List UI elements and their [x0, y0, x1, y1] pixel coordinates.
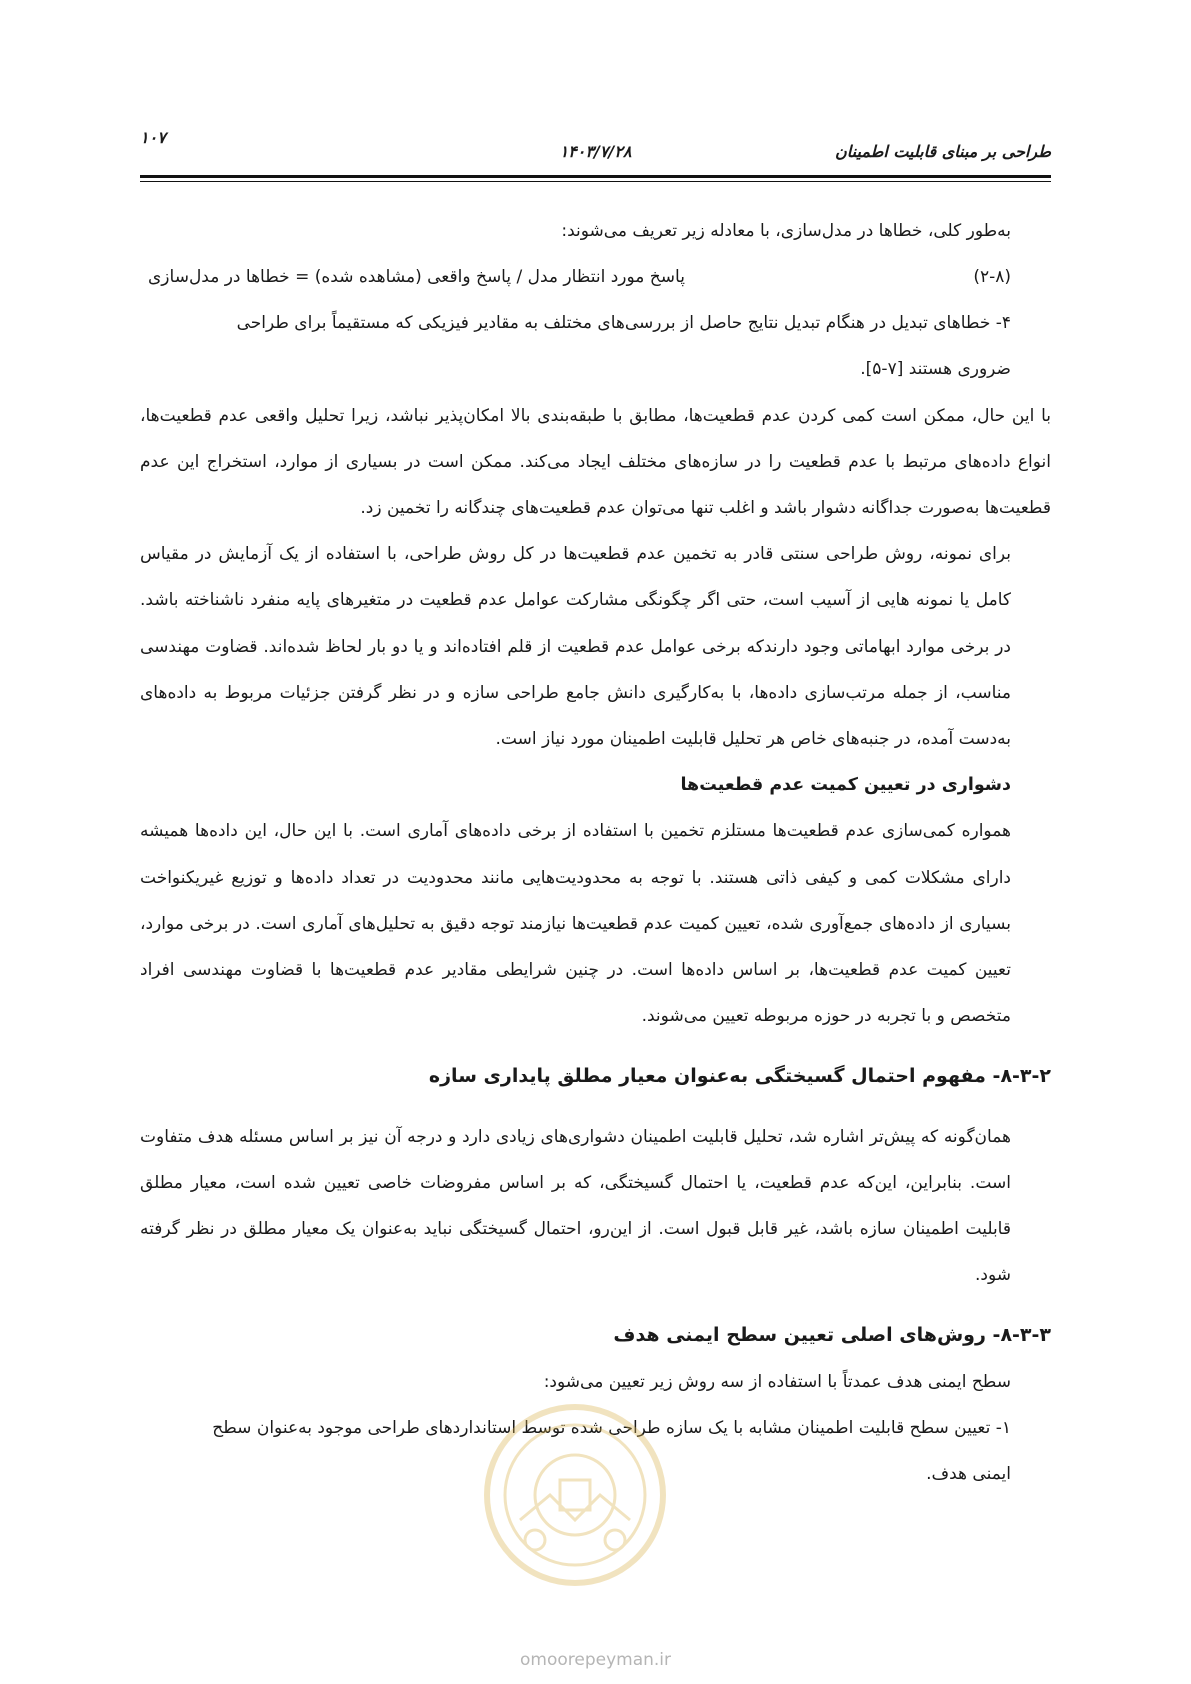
paragraph-1: با این حال، ممکن است کمی کردن عدم قطعیت‌ها، مطابق با طبقه‌بندی بالا امکان‌پذیر نباشد، زیرا تحلیل واقعی عدم قطعیت‌ها، انواع داده‌های مرتبط با عدم قطعیت را در سازه‌های مختلف ایجاد می‌کند. ممکن است در بسیاری از موارد، استخراج این عدم قطعیت‌ها به‌صورت جداگانه دشوار باشد و اغلب تنها می‌توان عدم قطعیت‌های چندگانه را تخمین زد.: [140, 405, 1051, 519]
list-item-4-line2: ضروری هستند [۷-۵].: [860, 359, 1011, 380]
watermark-seal-icon: [480, 1400, 670, 1590]
section-heading-8-3-3: ۸-۳-۳- روش‌های اصلی تعیین سطح ایمنی هدف: [613, 1324, 1051, 1347]
list-item-1-line2: ایمنی هدف.: [926, 1464, 1011, 1485]
page-number: ۱۰۷: [140, 128, 166, 147]
paragraph-5: سطح ایمنی هدف عمدتاً با استفاده از سه روش زیر تعیین می‌شود:: [543, 1371, 1011, 1392]
list-item-1-line1: ۱- تعیین سطح قابلیت اطمینان مشابه با یک سازه طراحی شده توسط استانداردهای طراحی موجود به‌عنوان سطح: [212, 1417, 1011, 1438]
equation-number: (۲-۸): [973, 267, 1011, 288]
header-rule-thin: [140, 181, 1051, 182]
header-rule: [140, 175, 1051, 178]
equation-row: [140, 254, 1051, 300]
intro-line: به‌طور کلی، خطاها در مدل‌سازی، با معادله زیر تعریف می‌شوند:: [561, 221, 1011, 241]
paragraph-2: برای نمونه، روش طراحی سنتی قادر به تخمین عدم قطعیت‌ها در کل روش طراحی، با استفاده از یک آزمایش در مقیاس کامل یا نمونه هایی از آسیب است، حتی اگر چگونگی مشارکت عوامل عدم قطعیت در متغیرهای پایه منفرد ناشناخته باشد. در برخی موارد ابهاماتی وجود دارندکه برخی عوامل عدم قطعیت از قلم افتاده‌اند و یا دو بار لحاظ شده‌اند. قضاوت مهندسی مناسب، از جمله مرتب‌سازی داده‌ها، با به‌کارگیری دانش جامع طراحی سازه و در نظر گرفتن جزئیات مربوط به داده‌های به‌دست آمده، در جنبه‌های خاص هر تحلیل قابلیت اطمینان مورد نیاز است.: [140, 544, 1011, 750]
watermark-site: omoorepeyman.ir: [519, 1650, 672, 1670]
paragraph-3: همواره کمی‌سازی عدم قطعیت‌ها مستلزم تخمین با استفاده از برخی داده‌های آماری است. با این حال، این داده‌ها همیشه دارای مشکلات کمی و کیفی ذاتی هستند. با توجه به محدودیت‌هایی مانند محدودیت در تعداد داده‌ها و توزیع غیریکنواخت بسیاری از داده‌های جمع‌آوری شده، تعیین کمیت عدم قطعیت‌ها نیازمند توجه دقیق به تحلیل‌های آماری است. در برخی موارد، تعیین کمیت عدم قطعیت‌ها، بر اساس داده‌ها است. در چنین شرایطی مقادیر عدم قطعیت‌ها با قضاوت مهندسی افراد متخصص و با تجربه در حوزه مربوطه تعیین می‌شوند.: [140, 821, 1011, 1027]
header-date: ۱۴۰۳/۷/۲۸: [559, 142, 632, 161]
section-heading-8-3-2: ۸-۳-۲- مفهوم احتمال گسیختگی به‌عنوان معیار مطلق پایداری سازه: [428, 1065, 1051, 1088]
equation-text: پاسخ مورد انتظار مدل / پاسخ واقعی (مشاهده شده) = خطاها در مدل‌سازی: [148, 267, 685, 288]
subheading: دشواری در تعیین کمیت عدم قطعیت‌ها: [680, 775, 1011, 796]
page-body: [140, 208, 1051, 1497]
header-title: طراحی بر مبنای قابلیت اطمینان: [835, 142, 1051, 161]
list-item-4-line1: ۴- خطاهای تبدیل در هنگام تبدیل نتایج حاصل از بررسی‌های مختلف به مقادیر فیزیکی که مستقیماً برای طراحی: [236, 313, 1011, 334]
paragraph-4: همان‌گونه که پیش‌تر اشاره شد، تحلیل قابلیت اطمینان دشواری‌های زیادی دارد و درجه آن نیز بر اساس مسئله هدف متفاوت است. بنابراین، این‌که عدم قطعیت، یا احتمال گسیختگی، که بر اساس مفروضات خاصی تعیین شده است، معیار مطلق قابلیت اطمینان سازه باشد، غیر قابل قبول است. از این‌رو، احتمال گسیختگی نباید به‌عنوان یک معیار مطلق در نظر گرفته شود.: [140, 1126, 1011, 1286]
page-header: [140, 128, 1051, 168]
